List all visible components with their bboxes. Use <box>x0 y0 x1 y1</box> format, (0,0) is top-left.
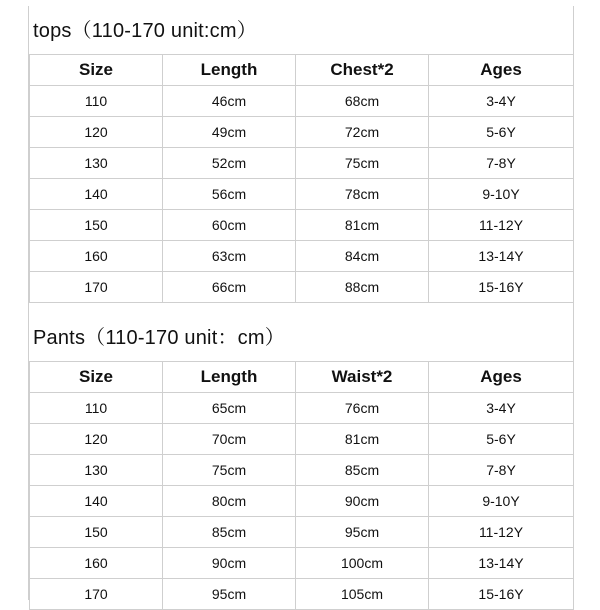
table-row <box>30 210 574 241</box>
cell-size: 160 <box>30 548 163 579</box>
cell-length: 66cm <box>163 272 296 303</box>
header-waist: Waist*2 <box>296 362 429 393</box>
cell-chest: 68cm <box>296 86 429 117</box>
cell-ages: 9-10Y <box>429 486 574 517</box>
header-ages: Ages <box>429 362 574 393</box>
size-chart-sheet <box>28 6 574 600</box>
cell-size: 130 <box>30 455 163 486</box>
cell-chest: 84cm <box>296 241 429 272</box>
cell-ages: 7-8Y <box>429 148 574 179</box>
cell-ages: 5-6Y <box>429 424 574 455</box>
cell-size: 170 <box>30 272 163 303</box>
cell-waist: 95cm <box>296 517 429 548</box>
cell-size: 170 <box>30 579 163 610</box>
cell-ages: 7-8Y <box>429 455 574 486</box>
cell-length: 49cm <box>163 117 296 148</box>
cell-waist: 81cm <box>296 424 429 455</box>
cell-length: 46cm <box>163 86 296 117</box>
cell-length: 75cm <box>163 455 296 486</box>
table-row <box>30 148 574 179</box>
cell-waist: 90cm <box>296 486 429 517</box>
cell-ages: 9-10Y <box>429 179 574 210</box>
cell-ages: 11-12Y <box>429 210 574 241</box>
cell-ages: 3-4Y <box>429 393 574 424</box>
pants-title: Pants（110-170 unit：cm） <box>33 327 285 349</box>
cell-length: 60cm <box>163 210 296 241</box>
cell-ages: 13-14Y <box>429 548 574 579</box>
cell-length: 85cm <box>163 517 296 548</box>
cell-waist: 76cm <box>296 393 429 424</box>
cell-length: 65cm <box>163 393 296 424</box>
header-size: Size <box>30 362 163 393</box>
cell-length: 90cm <box>163 548 296 579</box>
cell-ages: 15-16Y <box>429 579 574 610</box>
cell-waist: 100cm <box>296 548 429 579</box>
cell-size: 110 <box>30 393 163 424</box>
cell-length: 56cm <box>163 179 296 210</box>
cell-ages: 15-16Y <box>429 272 574 303</box>
pants-size-table <box>29 361 574 610</box>
cell-length: 63cm <box>163 241 296 272</box>
table-row <box>30 486 574 517</box>
cell-length: 70cm <box>163 424 296 455</box>
header-length: Length <box>163 55 296 86</box>
pants-header-row <box>30 362 574 393</box>
header-size: Size <box>30 55 163 86</box>
cell-ages: 11-12Y <box>429 517 574 548</box>
table-row <box>30 272 574 303</box>
cell-length: 80cm <box>163 486 296 517</box>
table-row <box>30 86 574 117</box>
table-row <box>30 179 574 210</box>
table-row <box>30 455 574 486</box>
cell-size: 120 <box>30 117 163 148</box>
cell-size: 140 <box>30 179 163 210</box>
cell-length: 95cm <box>163 579 296 610</box>
cell-size: 140 <box>30 486 163 517</box>
header-length: Length <box>163 362 296 393</box>
cell-length: 52cm <box>163 148 296 179</box>
table-row <box>30 424 574 455</box>
cell-size: 160 <box>30 241 163 272</box>
table-row <box>30 579 574 610</box>
header-ages: Ages <box>429 55 574 86</box>
table-row <box>30 393 574 424</box>
cell-size: 130 <box>30 148 163 179</box>
cell-chest: 88cm <box>296 272 429 303</box>
cell-size: 150 <box>30 517 163 548</box>
cell-ages: 13-14Y <box>429 241 574 272</box>
cell-chest: 81cm <box>296 210 429 241</box>
cell-size: 110 <box>30 86 163 117</box>
table-row <box>30 241 574 272</box>
cell-size: 120 <box>30 424 163 455</box>
table-row <box>30 517 574 548</box>
tops-size-table <box>29 54 574 303</box>
cell-ages: 3-4Y <box>429 86 574 117</box>
table-row <box>30 548 574 579</box>
cell-ages: 5-6Y <box>429 117 574 148</box>
cell-chest: 78cm <box>296 179 429 210</box>
cell-size: 150 <box>30 210 163 241</box>
cell-waist: 85cm <box>296 455 429 486</box>
cell-chest: 75cm <box>296 148 429 179</box>
cell-waist: 105cm <box>296 579 429 610</box>
tops-title: tops（110-170 unit:cm） <box>33 20 257 42</box>
header-chest: Chest*2 <box>296 55 429 86</box>
table-row <box>30 117 574 148</box>
tops-header-row <box>30 55 574 86</box>
cell-chest: 72cm <box>296 117 429 148</box>
